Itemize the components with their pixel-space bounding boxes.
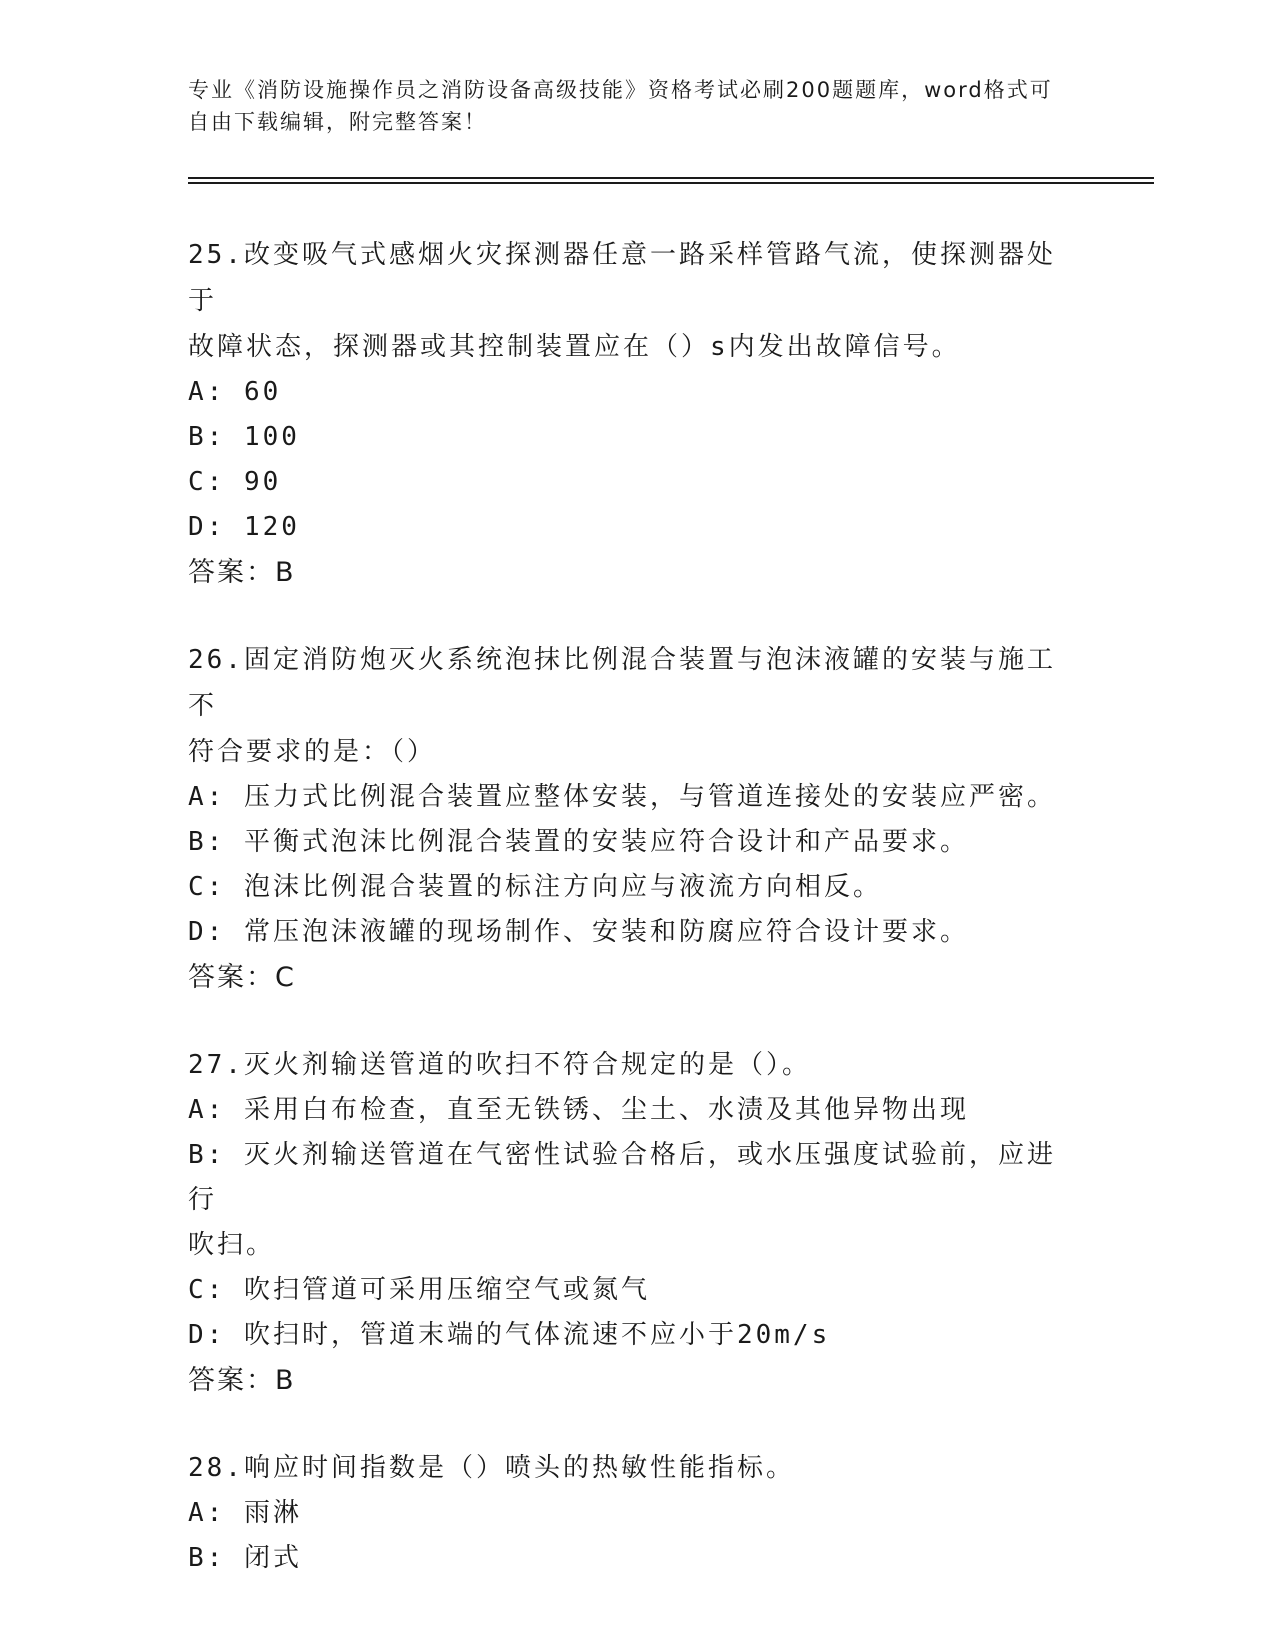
option-a: A: 雨淋 [188, 1498, 302, 1528]
question-stem-line: 故障状态，探测器或其控制装置应在（）s内发出故障信号。 [188, 332, 961, 362]
header-divider-bottom [188, 182, 1154, 184]
option-b: B: 平衡式泡沫比例混合装置的安装应符合设计和产品要求。 [188, 827, 969, 857]
question-25 [188, 232, 1068, 596]
option-b: B: 100 [188, 422, 300, 452]
option-b: B: 闭式 [188, 1543, 302, 1573]
header-divider-top [188, 177, 1154, 179]
question-stem-line: 25.改变吸气式感烟火灾探测器任意一路采样管路气流，使探测器处于 [188, 240, 1056, 316]
option-a: A: 采用白布检查，直至无铁锈、尘土、水渍及其他异物出现 [188, 1095, 969, 1125]
option-c: C: 泡沫比例混合装置的标注方向应与液流方向相反。 [188, 872, 882, 902]
document-header: 专业《消防设施操作员之消防设备高级技能》资格考试必刷200题题库，word格式可自由下载编辑，附完整答案！ [188, 78, 1053, 134]
answer-line: 答案：B [188, 1365, 296, 1396]
answer-line: 答案：C [188, 962, 296, 993]
option-a: A: 60 [188, 377, 282, 407]
option-c: C: 吹扫管道可采用压缩空气或氮气 [188, 1275, 650, 1305]
question-stem-line: 28.响应时间指数是（）喷头的热敏性能指标。 [188, 1453, 795, 1483]
option-a: A: 压力式比例混合装置应整体安装，与管道连接处的安装应严密。 [188, 782, 1056, 812]
question-26 [188, 637, 1068, 1001]
question-stem-line: 符合要求的是：（） [188, 737, 437, 767]
question-list [188, 232, 1068, 1622]
option-c: C: 90 [188, 467, 282, 497]
question-stem-line: 27.灭火剂输送管道的吹扫不符合规定的是（）。 [188, 1050, 811, 1080]
question-stem-line: 26.固定消防炮灭火系统泡抹比例混合装置与泡沫液罐的安装与施工不 [188, 645, 1056, 721]
option-b-continued: 吹扫。 [188, 1230, 276, 1260]
option-d: D: 120 [188, 512, 300, 542]
question-27 [188, 1042, 1068, 1404]
option-d: D: 吹扫时，管道末端的气体流速不应小于20m/s [188, 1320, 831, 1350]
option-b: B: 灭火剂输送管道在气密性试验合格后，或水压强度试验前，应进行 [188, 1140, 1056, 1215]
question-28 [188, 1445, 1068, 1581]
answer-line: 答案：B [188, 557, 296, 588]
option-d: D: 常压泡沫液罐的现场制作、安装和防腐应符合设计要求。 [188, 917, 969, 947]
